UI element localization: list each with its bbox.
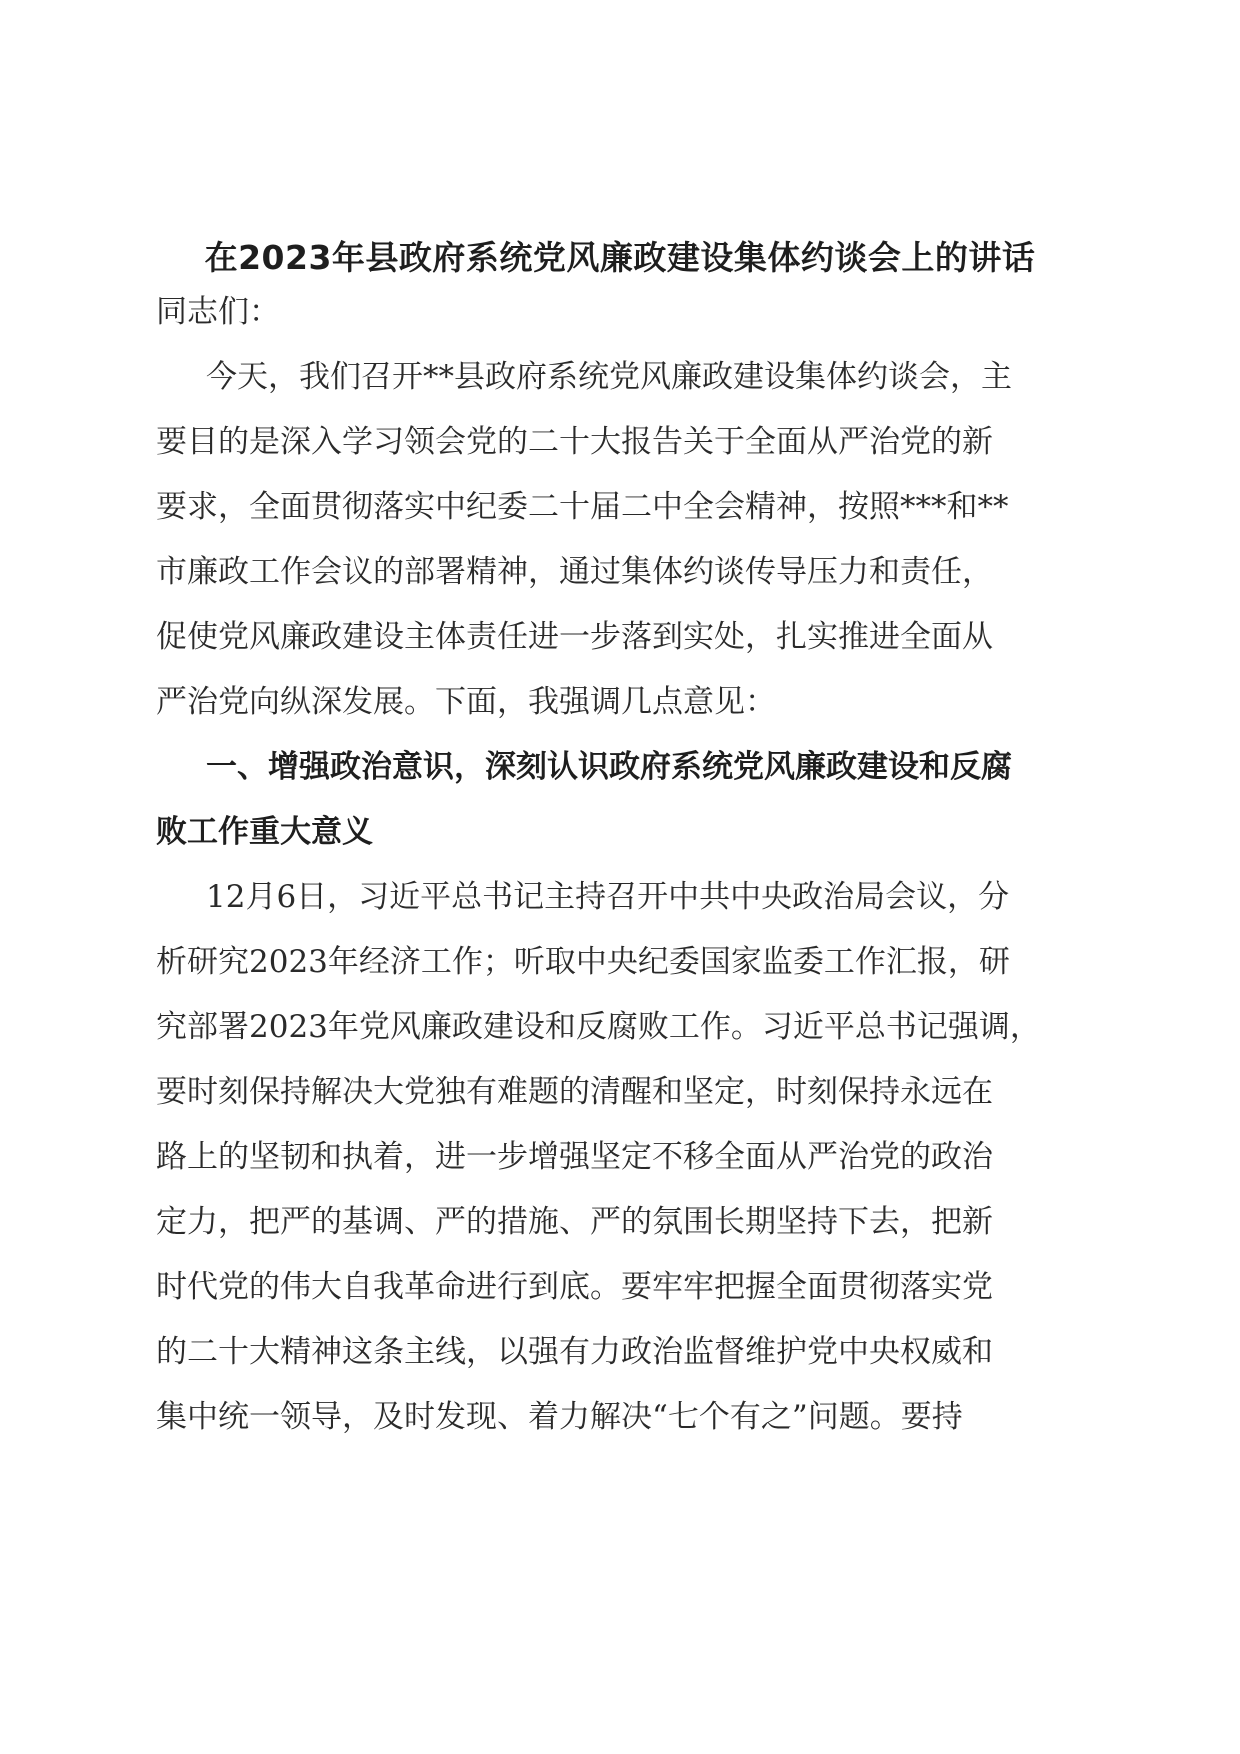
paragraph-line: 时代党的伟大自我革命进行到底。要牢牢把握全面贯彻落实党 [156, 1269, 993, 1305]
paragraph-line: 市廉政工作会议的部署精神，通过集体约谈传导压力和责任， [156, 554, 993, 590]
paragraph-line: 12月6日，习近平总书记主持召开中共中央政治局会议，分 [206, 879, 1010, 915]
paragraph-line: 析研究2023年经济工作；听取中央纪委国家监委工作汇报，研 [156, 944, 1010, 980]
paragraph-line: 要目的是深入学习领会党的二十大报告关于全面从严治党的新 [156, 424, 993, 460]
paragraph-line: 促使党风廉政建设主体责任进一步落到实处，扎实推进全面从 [156, 619, 993, 655]
paragraph-line: 究部署2023年党风廉政建设和反腐败工作。习近平总书记强调， [156, 1009, 1041, 1045]
paragraph-line: 要时刻保持解决大党独有难题的清醒和坚定，时刻保持永远在 [156, 1074, 993, 1110]
paragraph-line: 集中统一领导，及时发现、着力解决“七个有之”问题。要持 [156, 1399, 963, 1435]
paragraph-line: 路上的坚韧和执着，进一步增强坚定不移全面从严治党的政治 [156, 1139, 993, 1175]
paragraph-line: 今天，我们召开**县政府系统党风廉政建设集体约谈会，主 [206, 359, 1012, 395]
salutation: 同志们： [156, 294, 280, 330]
paragraph-line: 要求，全面贯彻落实中纪委二十届二中全会精神，按照***和** [156, 489, 1009, 525]
document-title: 在2023年县政府系统党风廉政建设集体约谈会上的讲话 [204, 238, 1036, 277]
section-heading-line: 败工作重大意义 [156, 814, 373, 850]
section-heading-line: 一、增强政治意识，深刻认识政府系统党风廉政建设和反腐 [206, 749, 1012, 785]
paragraph-line: 严治党向纵深发展。下面，我强调几点意见： [156, 684, 776, 720]
paragraph-line: 定力，把严的基调、严的措施、严的氛围长期坚持下去，把新 [156, 1204, 993, 1240]
paragraph-line: 的二十大精神这条主线，以强有力政治监督维护党中央权威和 [156, 1334, 993, 1370]
document-body [156, 280, 1084, 1450]
